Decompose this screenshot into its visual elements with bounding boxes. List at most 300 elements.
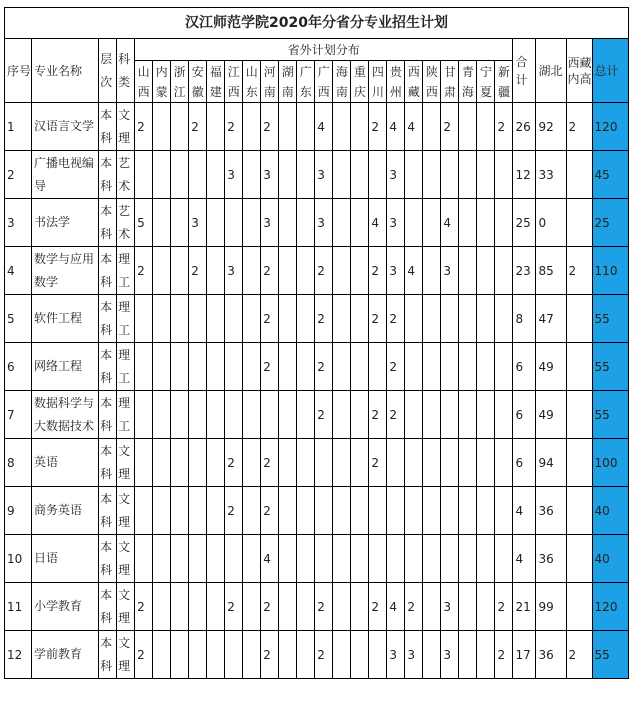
cell-province-count <box>333 199 351 247</box>
cell-category: 文理 <box>117 487 135 535</box>
cell-major: 数据科学与大数据技术 <box>32 391 99 439</box>
cell-province-count <box>459 151 477 199</box>
header-province: 广西 <box>315 61 333 103</box>
cell-province-count: 2 <box>135 247 153 295</box>
header-total: 总计 <box>592 39 628 103</box>
cell-category: 理工 <box>117 391 135 439</box>
table-row <box>5 631 629 679</box>
cell-province-count <box>351 151 369 199</box>
cell-tibet <box>566 487 592 535</box>
cell-province-count: 2 <box>261 103 279 151</box>
cell-category: 艺术 <box>117 151 135 199</box>
cell-province-count <box>333 151 351 199</box>
cell-province-count <box>459 583 477 631</box>
cell-total: 110 <box>592 247 628 295</box>
cell-province-count <box>477 487 495 535</box>
cell-province-count: 3 <box>225 247 243 295</box>
cell-seq: 2 <box>5 151 32 199</box>
cell-province-count <box>207 343 225 391</box>
header-province: 四川 <box>369 61 387 103</box>
cell-province-count <box>279 247 297 295</box>
cell-province-count <box>207 199 225 247</box>
cell-province-count <box>351 487 369 535</box>
cell-province-count <box>351 295 369 343</box>
cell-category: 理工 <box>117 247 135 295</box>
cell-province-count <box>243 199 261 247</box>
cell-province-count <box>369 535 387 583</box>
cell-province-count: 2 <box>495 103 513 151</box>
cell-province-count <box>459 487 477 535</box>
cell-province-count <box>279 151 297 199</box>
cell-province-count <box>189 583 207 631</box>
cell-province-count <box>153 343 171 391</box>
cell-province-count <box>171 247 189 295</box>
cell-tibet: 2 <box>566 103 592 151</box>
cell-subtotal: 12 <box>513 151 536 199</box>
cell-province-count <box>171 583 189 631</box>
cell-tibet <box>566 439 592 487</box>
cell-seq: 3 <box>5 199 32 247</box>
cell-province-count <box>333 343 351 391</box>
cell-province-count <box>441 295 459 343</box>
cell-province-count: 4 <box>405 247 423 295</box>
cell-province-count <box>189 343 207 391</box>
cell-province-count: 2 <box>225 439 243 487</box>
cell-total: 40 <box>592 535 628 583</box>
cell-province-count <box>351 199 369 247</box>
cell-province-count: 2 <box>315 247 333 295</box>
cell-subtotal: 26 <box>513 103 536 151</box>
cell-province-count <box>243 103 261 151</box>
cell-province-count <box>207 151 225 199</box>
cell-total: 120 <box>592 103 628 151</box>
cell-province-count <box>333 583 351 631</box>
cell-province-count <box>207 535 225 583</box>
cell-province-count <box>495 151 513 199</box>
cell-province-count: 5 <box>135 199 153 247</box>
header-level: 层次 <box>99 39 117 103</box>
cell-total: 55 <box>592 343 628 391</box>
cell-province-count <box>423 391 441 439</box>
cell-total: 25 <box>592 199 628 247</box>
cell-province-count <box>225 391 243 439</box>
cell-province-count <box>351 391 369 439</box>
cell-major: 商务英语 <box>32 487 99 535</box>
cell-total: 40 <box>592 487 628 535</box>
cell-province-count: 2 <box>261 439 279 487</box>
cell-province-count: 2 <box>387 391 405 439</box>
cell-hubei: 33 <box>536 151 566 199</box>
header-tibet: 西藏内高 <box>566 39 592 103</box>
cell-total: 55 <box>592 391 628 439</box>
cell-subtotal: 8 <box>513 295 536 343</box>
header-province: 青海 <box>459 61 477 103</box>
cell-major: 汉语言文学 <box>32 103 99 151</box>
cell-province-count <box>207 487 225 535</box>
cell-province-count <box>333 439 351 487</box>
cell-tibet <box>566 391 592 439</box>
cell-province-count <box>477 631 495 679</box>
cell-province-count: 4 <box>405 103 423 151</box>
cell-province-count <box>477 391 495 439</box>
cell-province-count: 2 <box>261 583 279 631</box>
cell-province-count: 2 <box>315 343 333 391</box>
header-province: 浙江 <box>171 61 189 103</box>
cell-subtotal: 6 <box>513 343 536 391</box>
cell-level: 本科 <box>99 151 117 199</box>
cell-province-count <box>405 439 423 487</box>
cell-province-count <box>171 343 189 391</box>
cell-province-count <box>495 535 513 583</box>
cell-province-count <box>405 151 423 199</box>
cell-province-count <box>153 535 171 583</box>
cell-province-count <box>297 295 315 343</box>
table-row <box>5 247 629 295</box>
table-row <box>5 343 629 391</box>
cell-province-count: 3 <box>387 199 405 247</box>
cell-province-count <box>351 631 369 679</box>
cell-total: 100 <box>592 439 628 487</box>
cell-province-count <box>297 343 315 391</box>
cell-province-count: 3 <box>441 247 459 295</box>
cell-province-count: 2 <box>261 295 279 343</box>
cell-province-count: 3 <box>387 631 405 679</box>
cell-province-count <box>459 439 477 487</box>
cell-seq: 4 <box>5 247 32 295</box>
header-out-of-province: 省外计划分布 <box>135 39 513 61</box>
cell-category: 文理 <box>117 535 135 583</box>
cell-hubei: 92 <box>536 103 566 151</box>
cell-province-count <box>135 535 153 583</box>
cell-province-count <box>405 199 423 247</box>
cell-province-count <box>477 151 495 199</box>
header-province: 河南 <box>261 61 279 103</box>
cell-seq: 8 <box>5 439 32 487</box>
cell-province-count <box>369 151 387 199</box>
cell-province-count <box>459 535 477 583</box>
cell-province-count <box>153 199 171 247</box>
cell-province-count <box>207 583 225 631</box>
cell-province-count: 2 <box>369 583 387 631</box>
cell-tibet <box>566 151 592 199</box>
table-row <box>5 439 629 487</box>
cell-province-count: 3 <box>261 199 279 247</box>
cell-province-count: 2 <box>495 631 513 679</box>
header-seq: 序号 <box>5 39 32 103</box>
cell-province-count <box>423 247 441 295</box>
cell-province-count <box>243 631 261 679</box>
cell-province-count <box>243 535 261 583</box>
cell-province-count <box>171 295 189 343</box>
cell-hubei: 36 <box>536 631 566 679</box>
cell-province-count <box>207 295 225 343</box>
cell-level: 本科 <box>99 295 117 343</box>
cell-province-count <box>153 439 171 487</box>
cell-province-count: 2 <box>369 295 387 343</box>
cell-major: 书法学 <box>32 199 99 247</box>
cell-province-count <box>441 487 459 535</box>
cell-hubei: 36 <box>536 535 566 583</box>
cell-province-count: 3 <box>387 247 405 295</box>
cell-province-count <box>279 343 297 391</box>
cell-province-count <box>171 391 189 439</box>
cell-province-count <box>459 343 477 391</box>
cell-province-count <box>387 439 405 487</box>
cell-province-count <box>297 439 315 487</box>
cell-province-count <box>153 631 171 679</box>
cell-province-count <box>207 439 225 487</box>
cell-province-count <box>333 391 351 439</box>
cell-hubei: 94 <box>536 439 566 487</box>
enrollment-plan-table <box>4 7 629 679</box>
cell-level: 本科 <box>99 439 117 487</box>
cell-province-count <box>297 487 315 535</box>
cell-province-count <box>171 631 189 679</box>
cell-tibet: 2 <box>566 631 592 679</box>
cell-subtotal: 6 <box>513 391 536 439</box>
cell-province-count <box>351 103 369 151</box>
cell-hubei: 49 <box>536 343 566 391</box>
cell-major: 网络工程 <box>32 343 99 391</box>
cell-subtotal: 17 <box>513 631 536 679</box>
cell-province-count <box>225 631 243 679</box>
header-province: 西藏 <box>405 61 423 103</box>
cell-province-count <box>225 343 243 391</box>
cell-province-count: 2 <box>315 295 333 343</box>
cell-province-count <box>351 583 369 631</box>
header-category: 科类 <box>117 39 135 103</box>
cell-province-count <box>153 583 171 631</box>
cell-province-count <box>153 391 171 439</box>
cell-province-count <box>297 247 315 295</box>
cell-province-count <box>207 391 225 439</box>
cell-major: 小学教育 <box>32 583 99 631</box>
cell-province-count: 2 <box>315 391 333 439</box>
cell-province-count <box>387 487 405 535</box>
cell-province-count <box>279 535 297 583</box>
cell-province-count <box>315 535 333 583</box>
cell-province-count: 4 <box>387 103 405 151</box>
cell-total: 45 <box>592 151 628 199</box>
cell-province-count <box>423 439 441 487</box>
cell-province-count <box>333 247 351 295</box>
cell-province-count: 3 <box>387 151 405 199</box>
cell-province-count: 4 <box>369 199 387 247</box>
header-province: 甘肃 <box>441 61 459 103</box>
cell-province-count <box>333 535 351 583</box>
cell-province-count: 4 <box>315 103 333 151</box>
cell-tibet <box>566 295 592 343</box>
cell-province-count <box>279 583 297 631</box>
cell-province-count: 2 <box>387 295 405 343</box>
cell-province-count <box>351 247 369 295</box>
cell-province-count: 3 <box>441 583 459 631</box>
cell-province-count <box>171 535 189 583</box>
cell-province-count <box>171 487 189 535</box>
cell-category: 艺术 <box>117 199 135 247</box>
header-province: 福建 <box>207 61 225 103</box>
cell-province-count <box>459 199 477 247</box>
cell-province-count: 2 <box>369 439 387 487</box>
cell-province-count: 2 <box>261 631 279 679</box>
cell-province-count <box>189 295 207 343</box>
cell-level: 本科 <box>99 199 117 247</box>
cell-seq: 12 <box>5 631 32 679</box>
cell-major: 广播电视编导 <box>32 151 99 199</box>
cell-seq: 1 <box>5 103 32 151</box>
cell-major: 数学与应用数学 <box>32 247 99 295</box>
cell-province-count: 2 <box>225 487 243 535</box>
cell-province-count <box>369 631 387 679</box>
cell-province-count <box>441 391 459 439</box>
cell-province-count <box>189 631 207 679</box>
cell-province-count: 3 <box>189 199 207 247</box>
cell-province-count <box>423 151 441 199</box>
cell-province-count <box>171 439 189 487</box>
cell-province-count <box>189 391 207 439</box>
cell-tibet <box>566 583 592 631</box>
header-major: 专业名称 <box>32 39 99 103</box>
cell-province-count <box>189 487 207 535</box>
cell-tibet: 2 <box>566 247 592 295</box>
cell-province-count <box>243 583 261 631</box>
cell-province-count <box>279 391 297 439</box>
cell-province-count <box>495 343 513 391</box>
cell-category: 理工 <box>117 343 135 391</box>
cell-province-count: 2 <box>315 631 333 679</box>
table-row <box>5 151 629 199</box>
cell-province-count <box>207 247 225 295</box>
cell-total: 55 <box>592 295 628 343</box>
cell-level: 本科 <box>99 487 117 535</box>
cell-province-count <box>423 487 441 535</box>
cell-province-count <box>351 535 369 583</box>
cell-province-count <box>243 295 261 343</box>
cell-province-count <box>225 199 243 247</box>
cell-province-count <box>153 151 171 199</box>
cell-province-count <box>297 391 315 439</box>
cell-province-count <box>297 151 315 199</box>
cell-province-count <box>243 247 261 295</box>
cell-province-count <box>495 487 513 535</box>
table-row <box>5 487 629 535</box>
cell-province-count <box>423 631 441 679</box>
cell-province-count <box>405 295 423 343</box>
cell-level: 本科 <box>99 343 117 391</box>
cell-province-count <box>441 535 459 583</box>
cell-province-count: 3 <box>405 631 423 679</box>
cell-province-count <box>333 295 351 343</box>
cell-province-count <box>405 391 423 439</box>
cell-province-count <box>423 535 441 583</box>
cell-province-count <box>477 439 495 487</box>
header-province: 山西 <box>135 61 153 103</box>
cell-province-count <box>279 199 297 247</box>
cell-subtotal: 4 <box>513 535 536 583</box>
cell-province-count <box>387 535 405 583</box>
cell-province-count: 2 <box>225 583 243 631</box>
cell-province-count: 4 <box>387 583 405 631</box>
cell-level: 本科 <box>99 535 117 583</box>
cell-province-count: 2 <box>405 583 423 631</box>
title-row <box>5 8 629 39</box>
cell-province-count <box>459 247 477 295</box>
cell-province-count: 2 <box>369 103 387 151</box>
cell-province-count <box>495 439 513 487</box>
cell-province-count <box>297 103 315 151</box>
cell-province-count: 4 <box>441 199 459 247</box>
cell-province-count <box>225 295 243 343</box>
cell-province-count <box>243 151 261 199</box>
table-row <box>5 583 629 631</box>
cell-seq: 6 <box>5 343 32 391</box>
cell-province-count <box>459 631 477 679</box>
header-province: 湖南 <box>279 61 297 103</box>
cell-province-count <box>459 295 477 343</box>
cell-province-count: 4 <box>261 535 279 583</box>
cell-tibet <box>566 535 592 583</box>
cell-hubei: 47 <box>536 295 566 343</box>
cell-province-count <box>333 103 351 151</box>
table-row <box>5 535 629 583</box>
cell-province-count <box>477 295 495 343</box>
cell-province-count <box>261 391 279 439</box>
cell-province-count: 3 <box>441 631 459 679</box>
cell-province-count <box>333 487 351 535</box>
cell-province-count <box>405 487 423 535</box>
cell-province-count <box>495 199 513 247</box>
cell-province-count <box>495 295 513 343</box>
cell-subtotal: 25 <box>513 199 536 247</box>
cell-province-count <box>441 343 459 391</box>
cell-province-count <box>423 199 441 247</box>
cell-seq: 7 <box>5 391 32 439</box>
header-province: 海南 <box>333 61 351 103</box>
cell-province-count <box>405 535 423 583</box>
cell-subtotal: 21 <box>513 583 536 631</box>
cell-province-count <box>207 103 225 151</box>
header-province: 安徽 <box>189 61 207 103</box>
header-province: 江西 <box>225 61 243 103</box>
cell-subtotal: 6 <box>513 439 536 487</box>
cell-province-count <box>207 631 225 679</box>
cell-province-count <box>423 343 441 391</box>
cell-province-count <box>477 247 495 295</box>
cell-tibet <box>566 343 592 391</box>
cell-level: 本科 <box>99 631 117 679</box>
cell-province-count: 3 <box>261 151 279 199</box>
cell-province-count <box>495 391 513 439</box>
cell-province-count <box>477 103 495 151</box>
cell-province-count <box>135 487 153 535</box>
cell-province-count <box>495 247 513 295</box>
cell-province-count <box>243 487 261 535</box>
table-row <box>5 391 629 439</box>
cell-province-count <box>279 439 297 487</box>
cell-province-count <box>441 151 459 199</box>
cell-province-count <box>243 439 261 487</box>
header-province: 新疆 <box>495 61 513 103</box>
cell-province-count <box>477 199 495 247</box>
cell-province-count <box>459 103 477 151</box>
cell-level: 本科 <box>99 583 117 631</box>
cell-province-count <box>135 343 153 391</box>
cell-province-count <box>423 103 441 151</box>
header-province: 山东 <box>243 61 261 103</box>
cell-province-count <box>279 631 297 679</box>
cell-province-count <box>315 439 333 487</box>
cell-category: 文理 <box>117 631 135 679</box>
